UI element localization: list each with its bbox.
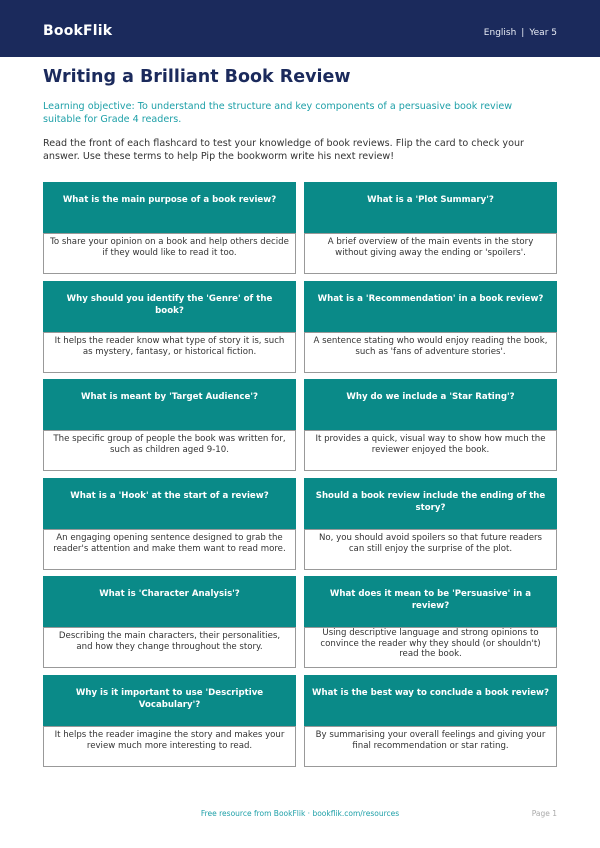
flashcard-answer: By summarising your overall feelings and giving your final recommendation or star rating. — [304, 726, 557, 767]
header-meta — [484, 28, 557, 38]
flashcard[interactable] — [43, 182, 296, 274]
flashcard-question[interactable]: What is a 'Recommendation' in a book review? — [304, 281, 557, 333]
flashcard-question[interactable]: What is 'Character Analysis'? — [43, 576, 296, 628]
flashcard[interactable] — [43, 576, 296, 668]
flashcard-answer: It provides a quick, visual way to show how much the reviewer enjoyed the book. — [304, 430, 557, 471]
flashcard-answer: Describing the main characters, their personalities, and how they change throughout the story. — [43, 627, 296, 668]
page-number: Page 1 — [531, 809, 557, 818]
flashcard[interactable] — [43, 478, 296, 570]
flashcard-question[interactable]: Why should you identify the 'Genre' of the book? — [43, 281, 296, 333]
flashcard[interactable] — [304, 576, 557, 668]
flashcard[interactable] — [304, 379, 557, 471]
flashcard-answer: Using descriptive language and strong opinions to convince the reader why they should (or shouldn't) read the book. — [304, 627, 557, 668]
flashcard-grid — [43, 182, 557, 767]
flashcard-answer: An engaging opening sentence designed to grab the reader's attention and make them want to read more. — [43, 529, 296, 570]
flashcard-answer: A brief overview of the main events in the story without giving away the ending or 'spoilers'. — [304, 233, 557, 274]
flashcard-question[interactable]: Why do we include a 'Star Rating'? — [304, 379, 557, 431]
flashcard-question[interactable]: Should a book review include the ending of the story? — [304, 478, 557, 530]
year-label: Year 5 — [529, 28, 557, 38]
flashcard-answer: No, you should avoid spoilers so that future readers can still enjoy the surprise of the plot. — [304, 529, 557, 570]
flashcard-answer: The specific group of people the book was written for, such as children aged 9-10. — [43, 430, 296, 471]
brand-logo[interactable]: BookFlik — [43, 23, 113, 39]
flashcard-answer: A sentence stating who would enjoy reading the book, such as 'fans of adventure stories'. — [304, 332, 557, 373]
flashcard-question[interactable]: What is the main purpose of a book review? — [43, 182, 296, 234]
header-bar — [0, 0, 600, 57]
flashcard[interactable] — [304, 182, 557, 274]
flashcard-question[interactable]: What does it mean to be 'Persuasive' in a review? — [304, 576, 557, 628]
subject-label: English — [483, 28, 517, 38]
footer-credit[interactable]: Free resource from BookFlik · bookflik.com/resources — [200, 809, 400, 818]
page-title: Writing a Brilliant Book Review — [43, 67, 351, 87]
learning-objective: Learning objective: To understand the structure and key components of a persuasive book review suitable for Grade 4 readers. — [43, 101, 513, 125]
flashcard[interactable] — [304, 281, 557, 373]
flashcard-answer: It helps the reader imagine the story and makes your review much more interesting to read. — [43, 726, 296, 767]
flashcard-question[interactable]: What is meant by 'Target Audience'? — [43, 379, 296, 431]
flashcard-question[interactable]: What is a 'Hook' at the start of a review? — [43, 478, 296, 530]
flashcard-question[interactable]: Why is it important to use 'Descriptive Vocabulary'? — [43, 675, 296, 727]
flashcard[interactable] — [43, 281, 296, 373]
instructions: Read the front of each flashcard to test your knowledge of book reviews. Flip the card to check your answer. Use these terms to help Pip the bookworm write his next review! — [43, 138, 524, 162]
flashcard-question[interactable]: What is the best way to conclude a book review? — [304, 675, 557, 727]
meta-separator: | — [521, 28, 525, 38]
flashcard-question[interactable]: What is a 'Plot Summary'? — [304, 182, 557, 234]
flashcard[interactable] — [43, 675, 296, 767]
flashcard[interactable] — [304, 478, 557, 570]
flashcard-answer: It helps the reader know what type of story it is, such as mystery, fantasy, or historical fiction. — [43, 332, 296, 373]
flashcard[interactable] — [43, 379, 296, 471]
flashcard-answer: To share your opinion on a book and help others decide if they would like to read it too. — [43, 233, 296, 274]
flashcard[interactable] — [304, 675, 557, 767]
